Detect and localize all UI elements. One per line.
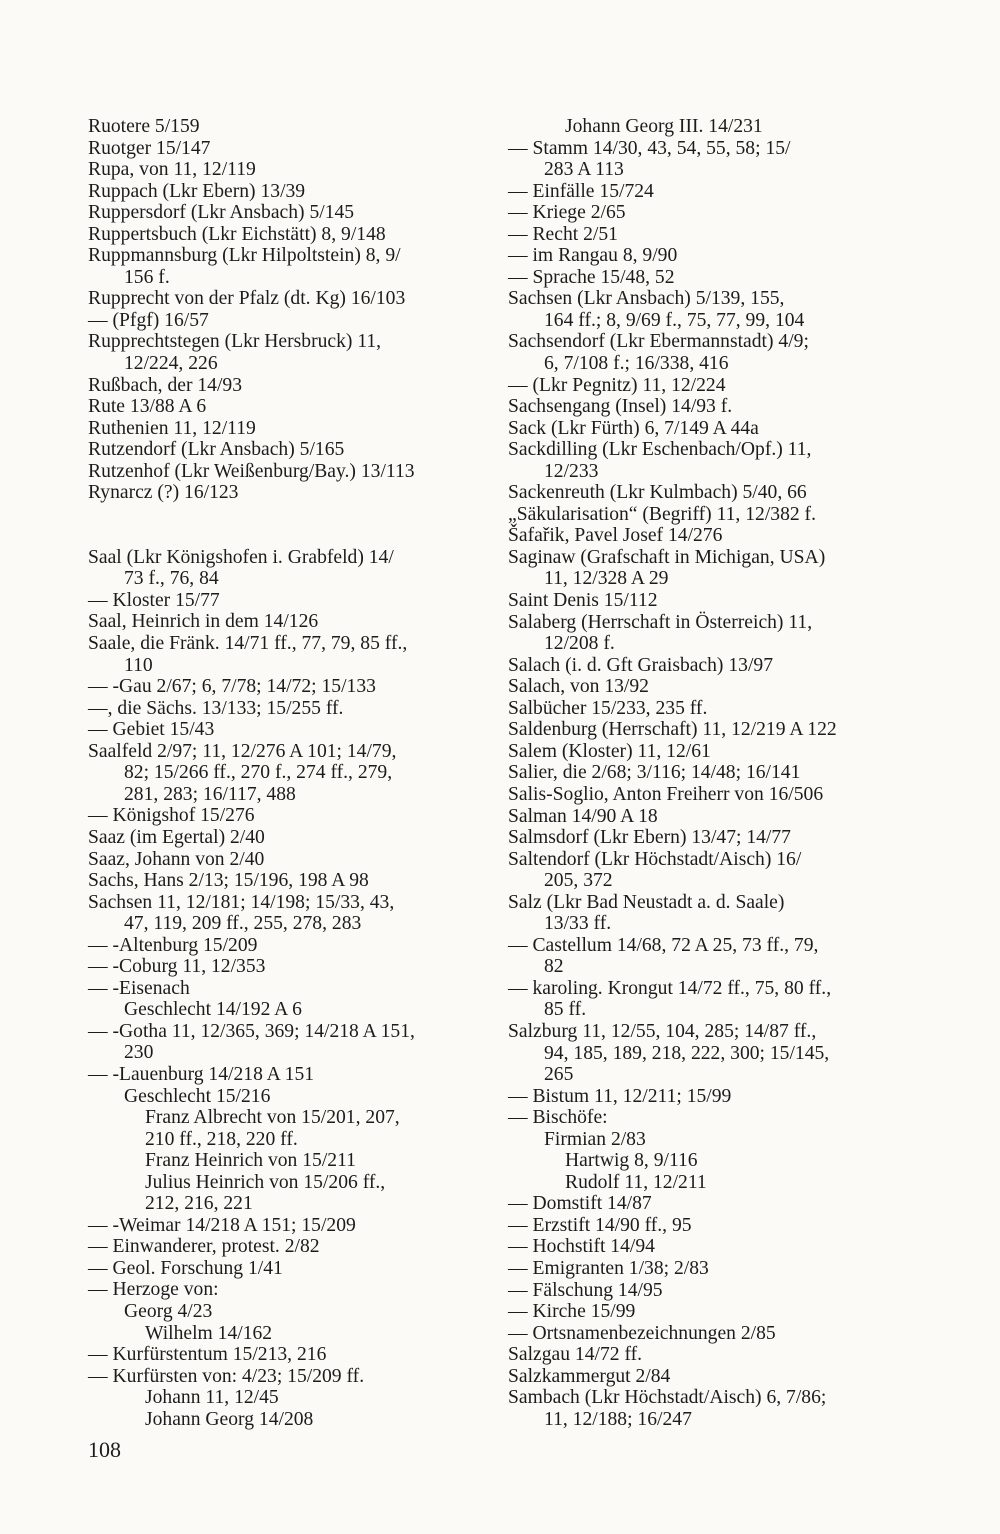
index-entry: Sack (Lkr Fürth) 6, 7/149 A 44a	[508, 417, 759, 439]
index-entry: — Kurfürsten von: 4/23; 15/209 ff.	[88, 1365, 365, 1387]
index-entry: Salem (Kloster) 11, 12/61	[508, 740, 711, 762]
index-entry: Rutzendorf (Lkr Ansbach) 5/165	[88, 439, 345, 461]
index-entry: Sachs, Hans 2/13; 15/196, 198 A 98	[88, 870, 369, 892]
index-entry: 12/224, 226	[124, 353, 218, 375]
index-entry: Salzburg 11, 12/55, 104, 285; 14/87 ff.,	[508, 1020, 817, 1042]
index-entry: — (Pfgf) 16/57	[88, 309, 209, 331]
index-entry: — -Lauenburg 14/218 A 151	[88, 1063, 315, 1085]
index-entry: 6, 7/108 f.; 16/338, 416	[544, 353, 729, 375]
index-entry: — -Coburg 11, 12/353	[88, 956, 266, 978]
section-gap	[88, 504, 493, 547]
index-entry: Sachsendorf (Lkr Ebermannstadt) 4/9;	[508, 331, 809, 353]
index-entry: 12/233	[544, 460, 599, 482]
index-entry: 230	[124, 1042, 154, 1064]
index-entry: Salz (Lkr Bad Neustadt a. d. Saale)	[508, 891, 785, 913]
index-entry: 205, 372	[544, 870, 613, 892]
index-entry: Saal, Heinrich in dem 14/126	[88, 611, 319, 633]
index-entry: Šafařik, Pavel Josef 14/276	[508, 525, 723, 547]
index-entry: Saaz (im Egertal) 2/40	[88, 826, 265, 848]
index-entry: Salach, von 13/92	[508, 676, 649, 698]
index-entry: — -Gau 2/67; 6, 7/78; 14/72; 15/133	[88, 676, 376, 698]
index-entry: Johann Georg III. 14/231	[565, 116, 763, 137]
index-entry: Rupprecht von der Pfalz (dt. Kg) 16/103	[88, 288, 406, 310]
index-entry: Ruppach (Lkr Ebern) 13/39	[88, 180, 306, 202]
index-entry: — Erzstift 14/90 ff., 95	[508, 1214, 692, 1236]
index-entry: — Einwanderer, protest. 2/82	[88, 1236, 320, 1258]
index-entry: — im Rangau 8, 9/90	[508, 245, 678, 267]
index-entry: 13/33 ff.	[544, 913, 612, 935]
index-entry: Sachsen (Lkr Ansbach) 5/139, 155,	[508, 288, 785, 310]
index-entry: Salzkammergut 2/84	[508, 1365, 671, 1387]
index-entry: 11, 12/328 A 29	[544, 568, 669, 590]
index-entry: Ruppersdorf (Lkr Ansbach) 5/145	[88, 202, 355, 224]
index-entry: Salman 14/90 A 18	[508, 805, 658, 827]
index-entry: Saginaw (Grafschaft in Michigan, USA)	[508, 546, 826, 568]
index-entry: Ruppmannsburg (Lkr Hilpoltstein) 8, 9/	[88, 245, 401, 267]
index-entry: 11, 12/188; 16/247	[544, 1408, 692, 1430]
index-entry: 283 A 113	[544, 159, 624, 181]
index-entry: — Sprache 15/48, 52	[508, 266, 675, 288]
index-entry: — Königshof 15/276	[88, 805, 255, 827]
index-column-right	[508, 116, 908, 1430]
index-entry: 210 ff., 218, 220 ff.	[145, 1128, 298, 1150]
index-entry: 85 ff.	[544, 999, 587, 1021]
index-entry: — Emigranten 1/38; 2/83	[508, 1257, 709, 1279]
index-entry: Sackdilling (Lkr Eschenbach/Opf.) 11,	[508, 439, 812, 461]
index-entry: Salzgau 14/72 ff.	[508, 1344, 643, 1366]
index-entry: —, die Sächs. 13/133; 15/255 ff.	[88, 697, 344, 719]
index-entry: — Gebiet 15/43	[88, 719, 215, 741]
index-entry: — Einfälle 15/724	[508, 180, 654, 202]
index-entry: Saint Denis 15/112	[508, 590, 658, 612]
index-entry: Saale, die Fränk. 14/71 ff., 77, 79, 85 ff.,	[88, 633, 408, 655]
index-entry: Ruotger 15/147	[88, 137, 211, 159]
index-entry: Johann 11, 12/45	[145, 1387, 279, 1409]
index-entry: Saltendorf (Lkr Höchstadt/Aisch) 16/	[508, 848, 802, 870]
index-entry: 212, 216, 221	[145, 1193, 253, 1215]
index-entry: 47, 119, 209 ff., 255, 278, 283	[124, 913, 362, 935]
index-entry: Geschlecht 15/216	[124, 1085, 271, 1107]
index-entry: Salbücher 15/233, 235 ff.	[508, 697, 708, 719]
page-number: 108	[88, 1437, 121, 1462]
index-entry: Salier, die 2/68; 3/116; 14/48; 16/141	[508, 762, 801, 784]
index-entry: Rudolf 11, 12/211	[565, 1171, 707, 1193]
index-entry: Salmsdorf (Lkr Ebern) 13/47; 14/77	[508, 827, 791, 849]
index-entry: — Kirche 15/99	[508, 1301, 636, 1323]
index-entry: — Kurfürstentum 15/213, 216	[88, 1344, 327, 1366]
index-entry: Rupa, von 11, 12/119	[88, 159, 256, 181]
index-entry: Julius Heinrich von 15/206 ff.,	[145, 1171, 386, 1193]
index-entry: Rynarcz (?) 16/123	[88, 482, 239, 504]
index-entry: Rutzenhof (Lkr Weißenburg/Bay.) 13/113	[88, 460, 415, 482]
index-entry: Ruthenien 11, 12/119	[88, 417, 256, 439]
index-entry: — -Weimar 14/218 A 151; 15/209	[88, 1214, 356, 1236]
index-entry: Sackenreuth (Lkr Kulmbach) 5/40, 66	[508, 482, 807, 504]
index-entry: 156 f.	[124, 266, 170, 288]
index-entry: Ruppertsbuch (Lkr Eichstätt) 8, 9/148	[88, 223, 386, 245]
index-entry: — Herzoge von:	[88, 1279, 219, 1301]
index-entry: Ruotere 5/159	[88, 116, 200, 137]
index-entry: — -Gotha 11, 12/365, 369; 14/218 A 151,	[88, 1020, 415, 1042]
index-entry: — Stamm 14/30, 43, 54, 55, 58; 15/	[508, 137, 791, 159]
index-entry: 73 f., 76, 84	[124, 568, 219, 590]
index-column-left	[88, 116, 493, 1430]
index-entry: Georg 4/23	[124, 1300, 213, 1322]
index-entry: — (Lkr Pegnitz) 11, 12/224	[508, 374, 726, 396]
index-entry: Rußbach, der 14/93	[88, 374, 242, 396]
index-entry: Saal (Lkr Königshofen i. Grabfeld) 14/	[88, 546, 394, 568]
index-entry: Saaz, Johann von 2/40	[88, 848, 265, 870]
index-entry: 82	[544, 956, 564, 978]
index-entry: — -Eisenach	[88, 977, 190, 999]
index-entry: Rupprechtstegen (Lkr Hersbruck) 11,	[88, 331, 382, 353]
index-entry: — karoling. Krongut 14/72 ff., 75, 80 ff.,	[508, 977, 832, 999]
index-entry: Salis-Soglio, Anton Freiherr von 16/506	[508, 783, 824, 805]
index-entry: Johann Georg 14/208	[145, 1408, 314, 1430]
index-entry: — Fälschung 14/95	[508, 1279, 663, 1301]
index-entry: — Bischöfe:	[508, 1107, 608, 1129]
index-entry: — Geol. Forschung 1/41	[88, 1257, 283, 1279]
index-entry: — Ortsnamenbezeichnungen 2/85	[508, 1322, 776, 1344]
index-entry: — -Altenburg 15/209	[88, 934, 258, 956]
index-entry: Hartwig 8, 9/116	[565, 1150, 698, 1172]
index-entry: Sambach (Lkr Höchstadt/Aisch) 6, 7/86;	[508, 1387, 827, 1409]
index-entry: Salaberg (Herrschaft in Österreich) 11,	[508, 611, 813, 633]
index-entry: „Säkularisation“ (Begriff) 11, 12/382 f.	[508, 503, 816, 525]
index-entry: — Recht 2/51	[508, 223, 618, 245]
index-entry: — Domstift 14/87	[508, 1193, 652, 1215]
index-entry: Rute 13/88 A 6	[88, 396, 207, 418]
index-entry: 281, 283; 16/117, 488	[124, 783, 296, 805]
index-entry: Sachsen 11, 12/181; 14/198; 15/33, 43,	[88, 891, 395, 913]
index-entry: — Kloster 15/77	[88, 589, 220, 611]
index-entry: — Castellum 14/68, 72 A 25, 73 ff., 79,	[508, 934, 819, 956]
index-entry: Firmian 2/83	[544, 1128, 646, 1150]
index-entry: 12/208 f.	[544, 633, 615, 655]
index-entry: Sachsengang (Insel) 14/93 f.	[508, 396, 733, 418]
index-entry: 94, 185, 189, 218, 222, 300; 15/145,	[544, 1042, 830, 1064]
index-entry: Saldenburg (Herrschaft) 11, 12/219 A 122	[508, 719, 837, 741]
index-entry: Franz Heinrich von 15/211	[145, 1150, 356, 1172]
index-entry: 110	[124, 654, 153, 676]
index-entry: 265	[544, 1064, 574, 1086]
index-entry: 82; 15/266 ff., 270 f., 274 ff., 279,	[124, 762, 393, 784]
index-entry: — Bistum 11, 12/211; 15/99	[508, 1085, 732, 1107]
index-entry: — Hochstift 14/94	[508, 1236, 655, 1258]
index-entry: Wilhelm 14/162	[145, 1322, 273, 1344]
index-entry: Geschlecht 14/192 A 6	[124, 999, 302, 1021]
index-entry: — Kriege 2/65	[508, 202, 626, 224]
index-entry: 164 ff.; 8, 9/69 f., 75, 77, 99, 104	[544, 309, 805, 331]
index-entry: Franz Albrecht von 15/201, 207,	[145, 1107, 400, 1129]
index-entry: Saalfeld 2/97; 11, 12/276 A 101; 14/79,	[88, 740, 397, 762]
index-entry: Salach (i. d. Gft Graisbach) 13/97	[508, 654, 773, 676]
